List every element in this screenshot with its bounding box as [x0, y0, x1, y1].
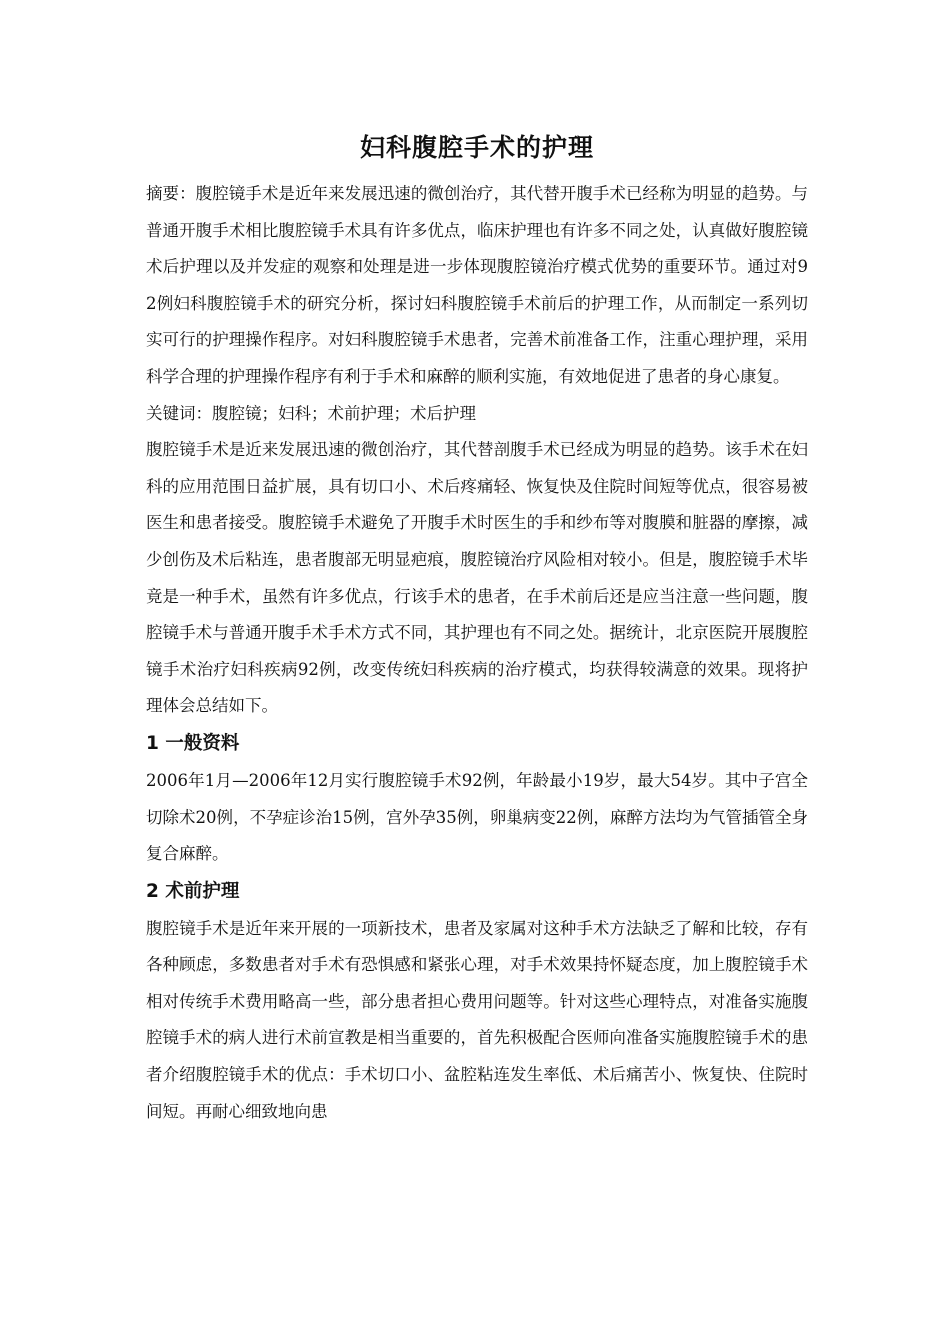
abstract-paragraph: 摘要：腹腔镜手术是近年来发展迅速的微创治疗，其代替开腹手术已经称为明显的趋势。与普通开腹手术相比腹腔镜手术具有许多优点，临床护理也有许多不同之处，认真做好腹腔镜术后护理以及并发症的观察和处理是进一步体现腹腔镜治疗模式优势的重要环节。通过对92例妇科腹腔镜手术的研究分析，探讨妇科腹腔镜手术前后的护理工作，从而制定一系列切实可行的护理操作程序。对妇科腹腔镜手术患者，完善术前准备工作，注重心理护理，采用科学合理的护理操作程序有利于手术和麻醉的顺利实施，有效地促进了患者的身心康复。	[146, 184, 808, 386]
document-page	[146, 128, 808, 1130]
general-data-paragraph: 2006年1月—2006年12月实行腹腔镜手术92例，年龄最小19岁，最大54岁。其中子宫全切除术20例，不孕症诊治15例，宫外孕35例，卵巢病变22例，麻醉方法均为气管插管全身复合麻醉。	[146, 770, 808, 864]
preoperative-care-paragraph: 腹腔镜手术是近年来开展的一项新技术，患者及家属对这种手术方法缺乏了解和比较，存有各种顾虑，多数患者对手术有恐惧感和紧张心理，对手术效果持怀疑态度，加上腹腔镜手术相对传统手术费用略高一些，部分患者担心费用问题等。针对这些心理特点，对准备实施腹腔镜手术的病人进行术前宣教是相当重要的，首先积极配合医师向准备实施腹腔镜手术的患者介绍腹腔镜手术的优点：手术切口小、盆腔粘连发生率低、术后痛苦小、恢复快、住院时间短。再耐心细致地向患	[146, 918, 808, 1121]
section-heading-general-data: 1 一般资料	[146, 732, 240, 754]
intro-paragraph: 腹腔镜手术是近来发展迅速的微创治疗，其代替剖腹手术已经成为明显的趋势。该手术在妇科的应用范围日益扩展，具有切口小、术后疼痛轻、恢复快及住院时间短等优点，很容易被医生和患者接受。腹腔镜手术避免了开腹手术时医生的手和纱布等对腹膜和脏器的摩擦，减少创伤及术后粘连，患者腹部无明显疤痕，腹腔镜治疗风险相对较小。但是，腹腔镜手术毕竟是一种手术，虽然有许多优点，行该手术的患者，在手术前后还是应当注意一些问题，腹腔镜手术与普通开腹手术手术方式不同，其护理也有不同之处。据统计，北京医院开展腹腔镜手术治疗妇科疾病92例，改变传统妇科疾病的治疗模式，均获得较满意的效果。现将护理体会总结如下。	[146, 440, 808, 716]
section-heading-preoperative-care: 2 术前护理	[146, 880, 240, 902]
document-title: 妇科腹腔手术的护理	[359, 133, 594, 162]
keywords-line: 关键词：腹腔镜；妇科；术前护理；术后护理	[146, 403, 476, 423]
